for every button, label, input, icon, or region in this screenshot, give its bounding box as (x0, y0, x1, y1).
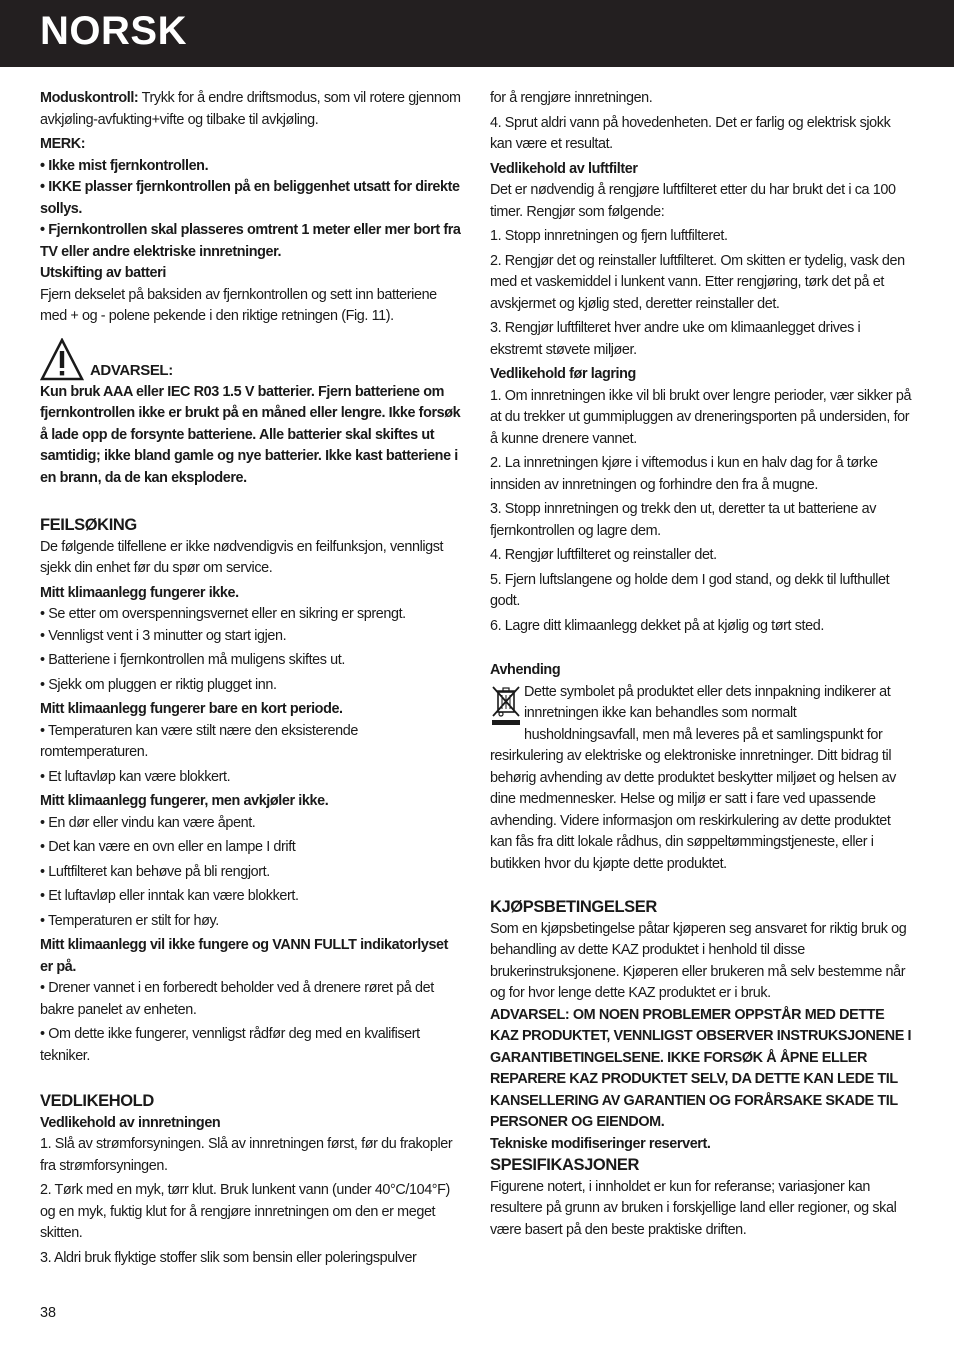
warning-triangle-icon (40, 338, 84, 382)
warning-label: ADVARSEL: (90, 362, 173, 379)
crossed-out-bin-icon (490, 684, 522, 726)
list-item: 3. Stopp innretningen og trekk den ut, deretter ta ut batteriene av fjernkontrollen og lagre dem. (490, 501, 877, 539)
disposal-text: Dette symbolet på produktet eller dets innpakning indikerer at innretningen ikke kan behandles som normalt husholdningsavfall, men må leveres på et samlingspunkt for resirkulering av elektriske og elektroniske innretninger. Ditt bidrag til behørig avhending av dette produktet beskytter miljøet og helsen av dine medmennesker. Helse og miljø er satt i fare ved upassende avhending. Videre informasjon om reskirkulering av dette produktet kan fås fra ditt lokale rådhus, din søppeltømmingstjeneste, eller i butikken hvor du kjøpte dette produktet. (490, 683, 896, 872)
specifications-text: Figurene notert, i innholdet er kun for referanse; variasjoner kan resultere på grunn av bruken i forskjellige land eller regioner, og skal være basert på den beste praktiske driften. (490, 1178, 897, 1238)
list-item: • Temperaturen er stilt for høy. (40, 912, 219, 929)
list-item: • Sjekk om pluggen er riktig plugget inn. (40, 676, 277, 693)
list-item: • Se etter om overspenningsvernet eller en sikring er sprengt. (40, 606, 406, 622)
left-column (40, 88, 464, 1272)
list-item: • Batteriene i fjernkontrollen må muligens skiftes ut. (40, 652, 345, 668)
right-column (490, 88, 914, 1244)
list-item: • Et luftavløp kan være blokkert. (40, 768, 231, 785)
list-item: • Et luftavløp eller inntak kan være blokkert. (40, 888, 299, 904)
specifications-heading: SPESIFIKASJONER (490, 1156, 639, 1174)
mode-control-label: Moduskontroll: (40, 90, 139, 106)
list-item: 3. Aldri bruk flyktige stoffer slik som bensin eller poleringspulver (40, 1249, 417, 1266)
list-item: 6. Lagre ditt klimaanlegg dekket på at kjølig og tørt sted. (490, 617, 824, 634)
trouble-4-heading: Mitt klimaanlegg vil ikke fungere og VANN FULLT indikatorlyset er på. (40, 937, 449, 975)
list-item: 4. Sprut aldri vann på hovedenheten. Det er farlig og elektrisk sjokk kan være et resultat. (490, 114, 891, 152)
mode-control-paragraph (40, 88, 464, 131)
battery-heading: Utskifting av batteri (40, 265, 166, 281)
trouble-3-heading: Mitt klimaanlegg fungerer, men avkjøler ikke. (40, 793, 329, 809)
troubleshooting-intro: De følgende tilfellene er ikke nødvendigvis en feilfunksjon, vennligst sjekk din enhet før du spør om service. (40, 538, 444, 576)
list-item: • Det kan være en ovn eller en lampe I drift (40, 839, 296, 855)
list-item: 3. Rengjør luftfilteret hver andre uke om klimaanlegget drives i ekstremt støvete miljøer. (490, 320, 861, 358)
page-header (0, 0, 954, 67)
maintenance-heading: VEDLIKEHOLD (40, 1092, 154, 1110)
list-item: • Vennligst vent i 3 minutter og start igjen. (40, 627, 287, 644)
warning-header (40, 338, 464, 382)
note-item: • Fjernkontrollen skal plasseres omtrent 1 meter eller mer bort fra TV eller andre elektriske innretninger. (40, 222, 461, 260)
disposal-heading: Avhending (490, 662, 561, 678)
list-item: • Om dette ikke fungerer, vennligst rådfør deg med en kvalifisert tekniker. (40, 1026, 420, 1064)
page-number: 38 (40, 1305, 57, 1321)
list-item: 4. Rengjør luftfilteret og reinstaller det. (490, 547, 717, 563)
terms-warning: ADVARSEL: OM NOEN PROBLEMER OPPSTÅR MED DETTE KAZ PRODUKTET, VENNLIGST OBSERVER INSTRUKSJONENE I GARANTIBETINGELSENE. IKKE FORSØK Å ÅPNE ELLER REPARERE KAZ PRODUKTET SELV, DA DETTE KAN LEDE TIL KANSELLERING AV GARANTIEN OG FORÅRSAKE SKADE TIL PERSONER OG EIENDOM. (490, 1006, 912, 1130)
disposal-section (490, 682, 914, 876)
page-title: NORSK (40, 9, 187, 53)
filter-heading: Vedlikehold av luftfilter (490, 160, 638, 177)
trouble-2-heading: Mitt klimaanlegg fungerer bare en kort periode. (40, 701, 343, 717)
note-item: • Ikke mist fjernkontrollen. (40, 157, 209, 174)
filter-intro: Det er nødvendig å rengjøre luftfilteret etter du har brukt det i ca 100 timer. Rengjør som følgende: (490, 182, 896, 220)
terms-heading: KJØPSBETINGELSER (490, 898, 657, 916)
list-item: 1. Slå av strømforsyningen. Slå av innretningen først, før du frakopler fra strømforsyningen. (40, 1136, 453, 1174)
list-item: 2. Tørk med en myk, tørr klut. Bruk lunkent vann (under 40°C/104°F) og en myk, fuktig klut for å rengjøre innretningen om den er meget skitten. (40, 1182, 450, 1241)
list-item: • Luftfilteret kan behøve på bli rengjort. (40, 863, 270, 880)
list-item: • Drener vannet i en forberedt beholder ved å drenere røret på det bakre panelet av enheten. (40, 980, 434, 1018)
list-item: 1. Stopp innretningen og fjern luftfilteret. (490, 228, 728, 244)
list-item: 1. Om innretningen ikke vil bli brukt over lengre perioder, vær sikker på at du trekker ut gummipluggen av dreneringsporten på undersiden, for å kunne drenere vannet. (490, 387, 912, 447)
continued-text: for å rengjøre innretningen. (490, 90, 653, 106)
trouble-1-heading: Mitt klimaanlegg fungerer ikke. (40, 584, 239, 601)
storage-heading: Vedlikehold før lagring (490, 366, 636, 382)
maintenance-subheading: Vedlikehold av innretningen (40, 1114, 221, 1131)
list-item: 2. Rengjør det og reinstaller luftfilteret. Om skitten er tydelig, vask den med et vaskemiddel i lunkent vann. Etter rengjøring, tørk det på et avskjermet og kjølig sted, deretter reinstaller det. (490, 252, 905, 312)
list-item: • En dør eller vindu kan være åpent. (40, 814, 256, 831)
list-item: 2. La innretningen kjøre i viftemodus i kun en halv dag for å tørke innsiden av innretningen og forhindre den fra å mugne. (490, 455, 878, 493)
battery-text: Fjern dekselet på baksiden av fjernkontrollen og sett inn batteriene med + og - polene pekende i den riktige retningen (Fig. 11). (40, 286, 437, 324)
troubleshooting-heading: FEILSØKING (40, 516, 137, 534)
warning-text: Kun bruk AAA eller IEC R03 1.5 V batterier. Fjern batteriene om fjernkontrollen ikke er brukt på en måned eller lengre. Ikke forsøk å lade opp de forsynte batteriene. Alle batterier skal skiftes ut samtidig; ikke bland gamle og nye batterier. Ikke kast batteriene i en brann, da de kan eksplodere. (40, 383, 461, 486)
note-item: • IKKE plasser fjernkontrollen på en beliggenhet utsatt for direkte sollys. (40, 179, 460, 217)
technical-changes-note: Tekniske modifiseringer reservert. (490, 1135, 711, 1152)
mode-control-text: Trykk for å endre driftsmodus, som vil rotere gjennom avkjøling-avfukting+vifte og tilbake til avkjøling. (40, 90, 461, 128)
list-item: • Temperaturen kan være stilt nære den eksisterende romtemperaturen. (40, 722, 358, 760)
note-label: MERK: (40, 136, 86, 152)
list-item: 5. Fjern luftslangene og holde dem I god stand, og dekk til lufthullet godt. (490, 571, 890, 609)
terms-text: Som en kjøpsbetingelse påtar kjøperen seg ansvaret for riktig bruk og behandling av dette KAZ produktet i henhold til disse brukerinstruksjonene. Kjøperen eller brukeren må selv bestemme når og for hvor lenge dette KAZ produktet er i bruk. (490, 920, 907, 1001)
